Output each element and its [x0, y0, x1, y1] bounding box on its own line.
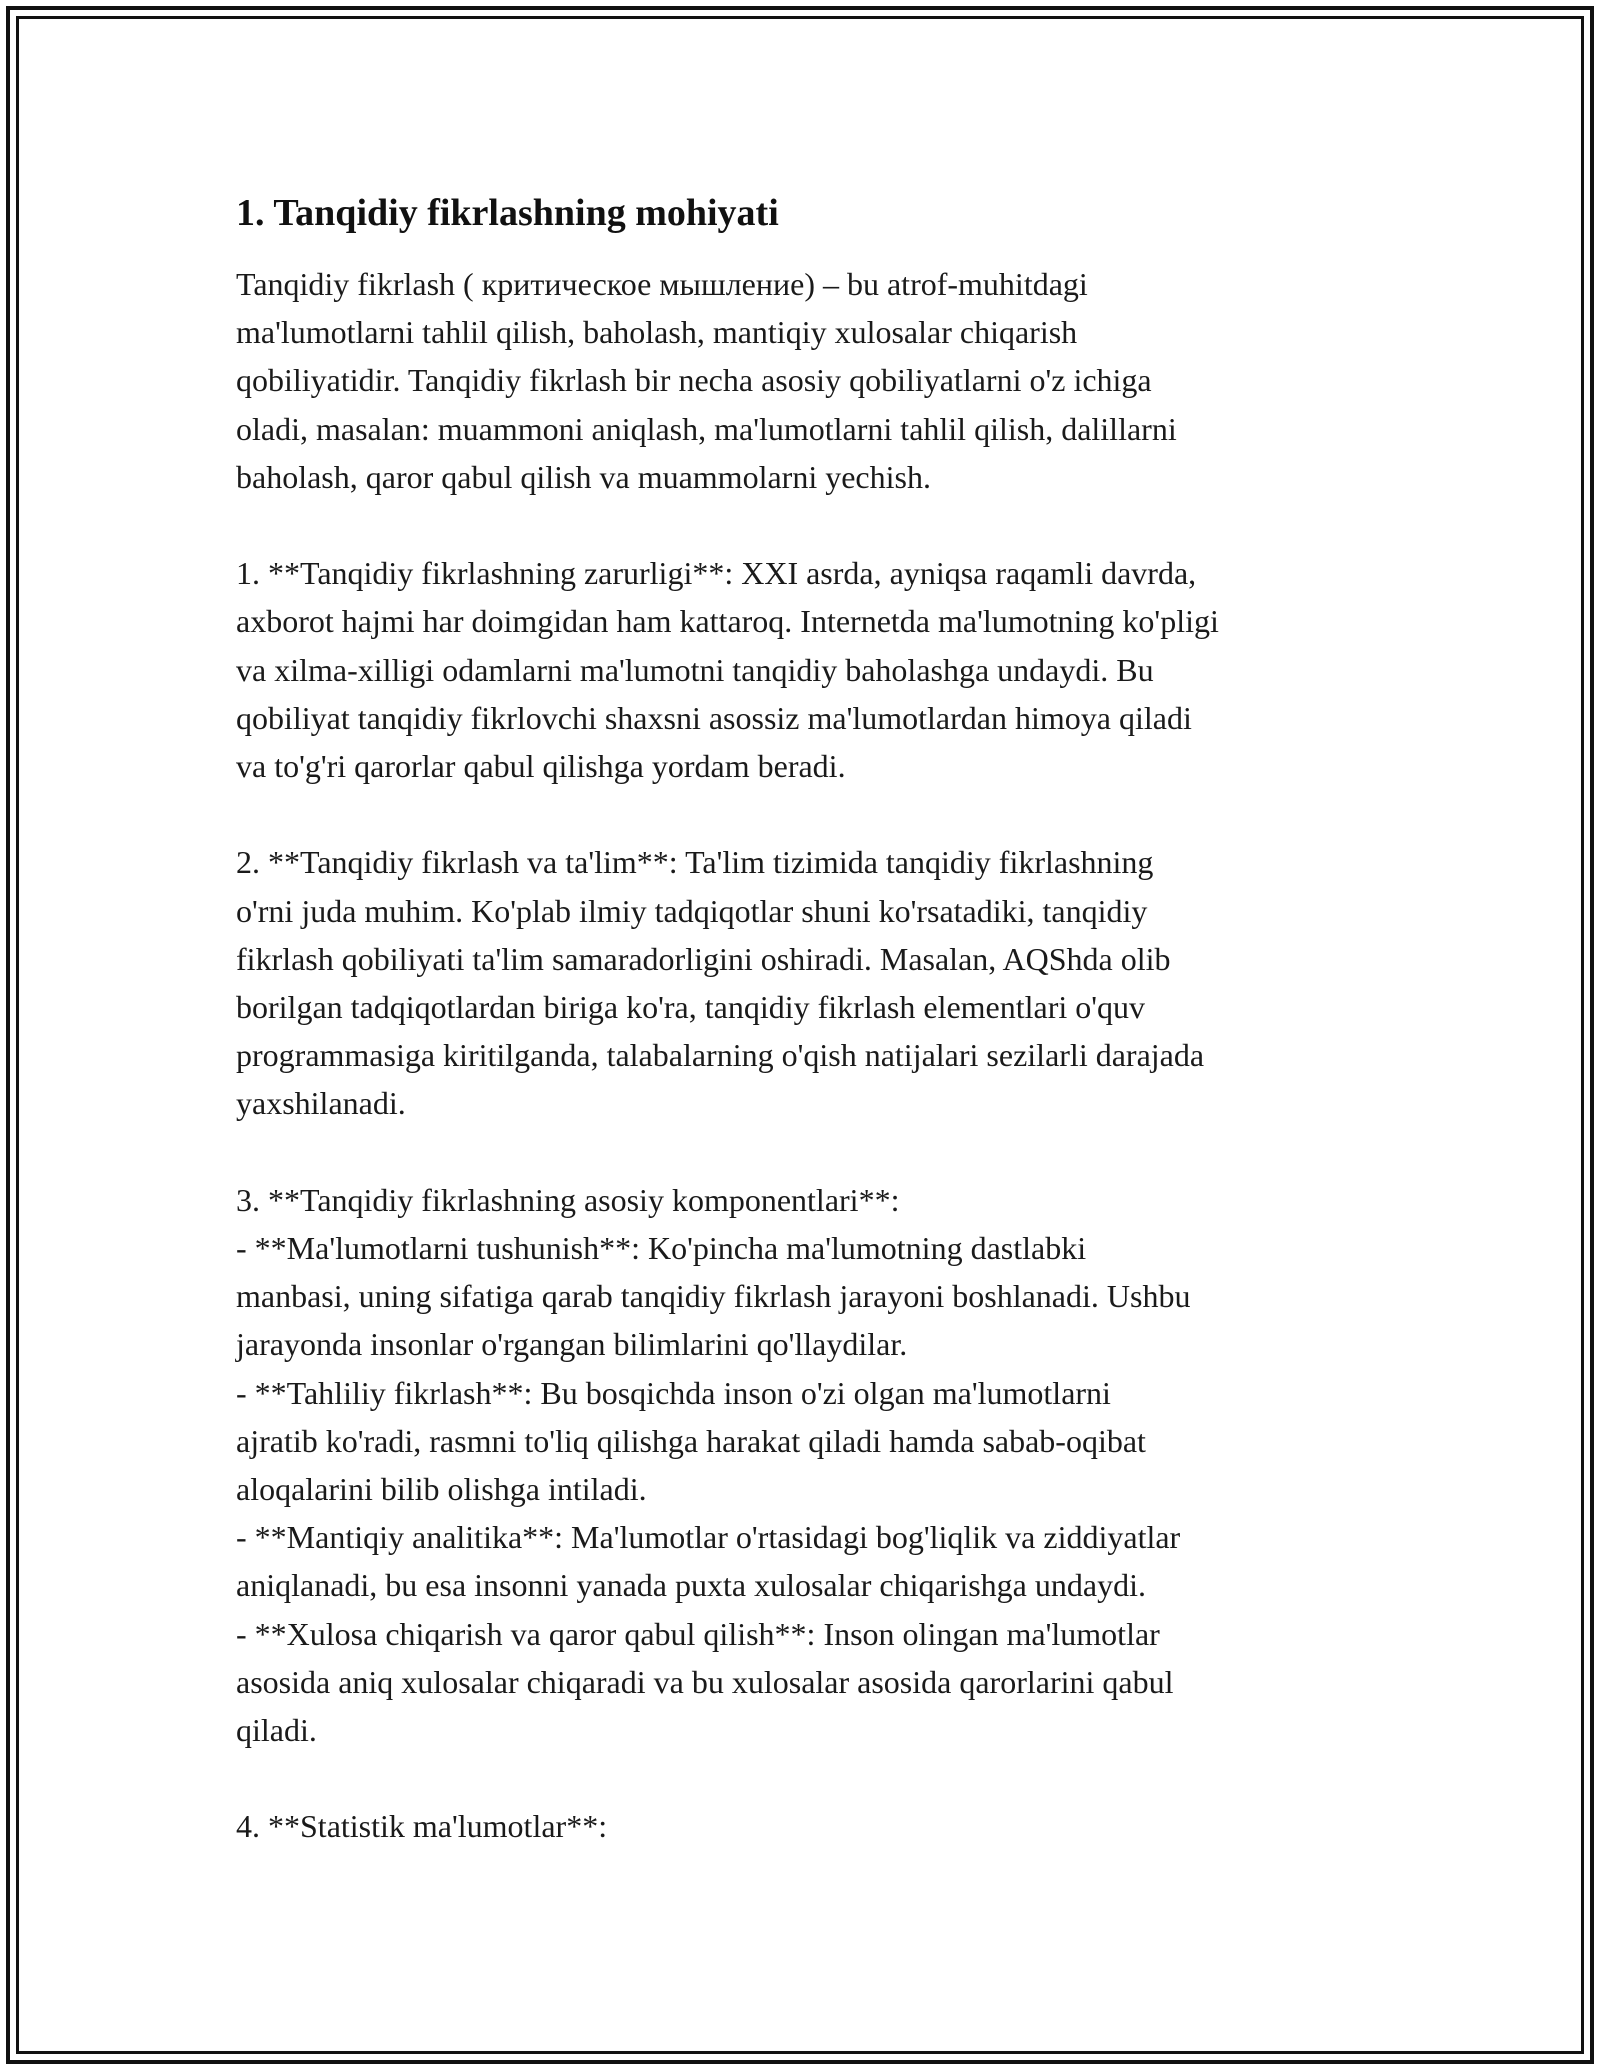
section-heading: 1. Tanqidiy fikrlashning mohiyati [236, 192, 779, 234]
paragraph-item-3: 3. **Tanqidiy fikrlashning asosiy komponentlari**: - **Ma'lumotlarni tushunish**: Ko'pincha ma'lumotning dastlabki manbasi, uning sifatiga qarab tanqidiy fikrlash jarayoni boshlanadi. Ushbu jarayonda insonlar o'rgangan bilimlarini qo'llaydilar. - **Tahliliy fikrlash**: Bu bosqichda inson o'zi olgan ma'lumotlarni ajratib ko'radi, rasmni to'liq qilishga harakat qiladi hamda sabab-oqibat aloqalarini bilib olishga intiladi. - **Mantiqiy analitika**: Ma'lumotlar o'rtasidagi bog'liqlik va ziddiyatlar aniqlanadi, bu esa insonni yanada puxta xulosalar chiqarishga undaydi. - **Xulosa chiqarish va qaror qabul qilish**: Inson olingan ma'lumotlar asosida aniq xulosalar chiqaradi va bu xulosalar asosida qarorlarini qabul qiladi. [236, 1181, 1191, 1749]
paragraph-item-2: 2. **Tanqidiy fikrlash va ta'lim**: Ta'lim tizimida tanqidiy fikrlashning o'rni juda muhim. Ko'plab ilmiy tadqiqotlar shuni ko'rsatadiki, tanqidiy fikrlash qobiliyati ta'lim samaradorligini oshiradi. Masalan, AQShda olib borilgan tadqiqotlardan biriga ko'ra, tanqidiy fikrlash elementlari o'quv programmasiga kiritilganda, talabalarning o'qish natijalari sezilarli darajada yaxshilanadi. [236, 844, 1205, 1122]
paragraph-item-1: 1. **Tanqidiy fikrlashning zarurligi**: XXI asrda, ayniqsa raqamli davrda, axborot hajmi har doimgidan ham kattaroq. Internetda ma'lumotning ko'pligi va xilma-xilligi odamlarni ma'lumotni tanqidiy baholashga undaydi. Bu qobiliyat tanqidiy fikrlovchi shaxsni asossiz ma'lumotlardan himoya qiladi va to'g'ri qarorlar qabul qilishga yordam beradi. [236, 555, 1219, 785]
document-body [236, 186, 1376, 1851]
paragraph-intro: Tanqidiy fikrlash ( критическое мышление) – bu atrof-muhitdagi ma'lumotlarni tahlil qilish, baholash, mantiqiy xulosalar chiqarish qobiliyatidir. Tanqidiy fikrlash bir necha asosiy qobiliyatlarni o'z ichiga oladi, masalan: muammoni aniqlash, ma'lumotlarni tahlil qilish, dalillarni baholash, qaror qabul qilish va muammolarni yechish. [236, 266, 1177, 495]
paragraph-item-4: 4. **Statistik ma'lumotlar**: [236, 1808, 608, 1845]
